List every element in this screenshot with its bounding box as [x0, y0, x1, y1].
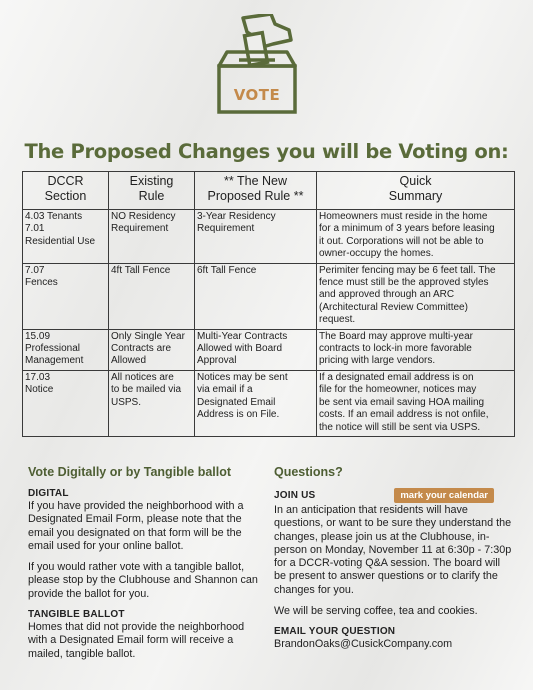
cell-text: and approved through an ARC: [319, 289, 455, 301]
email-heading: EMAIL YOUR QUESTION: [274, 626, 396, 638]
cell-text: contracts to lock-in more favorable: [319, 343, 472, 355]
cell-text: file for the homeowner, notices may: [319, 384, 477, 396]
rules-table: [22, 171, 515, 437]
cell-text: Contracts are: [111, 343, 172, 355]
cell-text: Only Single Year: [111, 330, 185, 342]
cell-text: 4ft Tall Fence: [111, 264, 171, 276]
cell-existing-rule: [109, 210, 195, 264]
tangible-paragraph: Homes that did not provide the neighborhood with a Designated Email form will receive a mailed, tangible ballot.: [28, 621, 245, 660]
cell-text: pricing with large vendors.: [319, 355, 436, 367]
cell-summary: [317, 210, 515, 264]
cell-text: for a minimum of 3 years before leasing: [319, 223, 495, 235]
join-paragraph: In an anticipation that residents will have questions, or want to be sure they understand the changes, please join us at the Clubhouse, in-person on Monday, November 11 at 6:30p - 7:30p for a DCCR-voting Q&A session. The board will be present to answer questions or to clarify the changes for you.: [274, 504, 512, 596]
cell-text: Requirement: [197, 223, 255, 235]
header-dccr-section: DCCR Section: [23, 172, 109, 210]
cell-text: Approval: [197, 355, 237, 367]
cell-text: 17.03: [25, 371, 51, 383]
cell-text: owner-occupy the homes.: [319, 248, 434, 260]
cell-text: 15.09: [25, 330, 51, 342]
cell-text: Address is on File.: [197, 409, 280, 421]
join-row: [274, 488, 512, 503]
cell-text: 6ft Tall Fence: [197, 264, 257, 276]
cell-existing-rule: [109, 263, 195, 329]
cell-text: via email if a: [197, 384, 253, 396]
cell-text: Residential Use: [25, 235, 96, 247]
cell-text: costs. If an email address is not onfile,: [319, 409, 489, 421]
cell-text: Professional: [25, 343, 81, 355]
cell-text: request.: [319, 314, 356, 326]
cell-text: it out. Corporations will not be able to: [319, 235, 484, 247]
cell-text: 3-Year Residency: [197, 211, 276, 222]
table-header-row: [23, 172, 515, 210]
cell-text: If a designated email address is on: [319, 371, 474, 383]
cell-text: (Architectural Review Committee): [319, 301, 468, 313]
calendar-badge: mark your calendar: [394, 488, 494, 503]
cell-text: USPS.: [111, 396, 142, 408]
cell-text: Notices may be sent: [197, 371, 288, 383]
tangible-heading: TANGIBLE BALLOT: [28, 609, 125, 621]
cell-text: be sent via email saving HOA mailing: [319, 396, 485, 408]
cell-text: 7.01: [25, 223, 45, 235]
cell-text: Allowed with Board: [197, 343, 283, 355]
questions-section: [274, 465, 512, 651]
refreshments-text: We will be serving coffee, tea and cookies.: [274, 605, 478, 618]
cell-text: Management: [25, 355, 84, 367]
cell-text: Homeowners must reside in the home: [319, 211, 488, 222]
cell-section: [23, 329, 109, 370]
table-row: [23, 329, 515, 370]
table-row: [23, 210, 515, 264]
cell-text: Notice: [25, 384, 54, 396]
contact-email-link[interactable]: BrandonOaks@CusickCompany.com: [274, 638, 453, 651]
digital-paragraph-2: If you would rather vote with a tangible ballot, please stop by the Clubhouse and Shannon can provide the ballot for you.: [28, 561, 258, 600]
cell-text: Allowed: [111, 355, 147, 367]
cell-proposed-rule: [195, 370, 317, 436]
cell-section: [23, 263, 109, 329]
cell-text: Requirement: [111, 223, 169, 235]
header-existing-rule: Existing Rule: [109, 172, 195, 210]
cell-proposed-rule: [195, 210, 317, 264]
cell-summary: [317, 263, 515, 329]
table-row: [23, 263, 515, 329]
cell-text: All notices are: [111, 371, 174, 383]
cell-existing-rule: [109, 329, 195, 370]
cell-section: [23, 210, 109, 264]
header-quick-summary: Quick Summary: [317, 172, 515, 210]
page-headline: The Proposed Changes you will be Voting on:: [24, 140, 509, 163]
cell-text: The Board may approve multi-year: [319, 330, 473, 342]
cell-summary: [317, 370, 515, 436]
join-heading: JOIN US: [274, 489, 316, 501]
digital-heading: DIGITAL: [28, 488, 69, 499]
cell-text: Designated Email: [197, 396, 276, 408]
cell-proposed-rule: [195, 329, 317, 370]
cell-summary: [317, 329, 515, 370]
vote-section: [28, 465, 264, 669]
cell-text: NO Residency: [111, 211, 176, 222]
vote-label: VOTE: [233, 86, 281, 104]
digital-paragraph-1: If you have provided the neighborhood with a Designated Email Form, please note that the email you designated on that form will be the email used for your online ballot.: [28, 500, 244, 552]
table-row: [23, 370, 515, 436]
header-proposed-rule: ** The New Proposed Rule **: [195, 172, 317, 210]
questions-title: Questions?: [274, 465, 343, 479]
cell-text: Fences: [25, 277, 58, 289]
cell-text: Multi-Year Contracts: [197, 330, 288, 342]
cell-existing-rule: [109, 370, 195, 436]
cell-text: Perimiter fencing may be 6 feet tall. The: [319, 264, 496, 276]
cell-section: [23, 370, 109, 436]
cell-text: to be mailed via: [111, 384, 182, 396]
cell-text: 7.07: [25, 264, 45, 276]
vote-section-title: Vote Digitally or by Tangible ballot: [28, 465, 232, 479]
cell-proposed-rule: [195, 263, 317, 329]
cell-text: the notice will still be sent via USPS.: [319, 421, 481, 433]
cell-text: fence must still be the approved styles: [319, 277, 489, 289]
cell-text: 4.03 Tenants: [25, 211, 83, 222]
